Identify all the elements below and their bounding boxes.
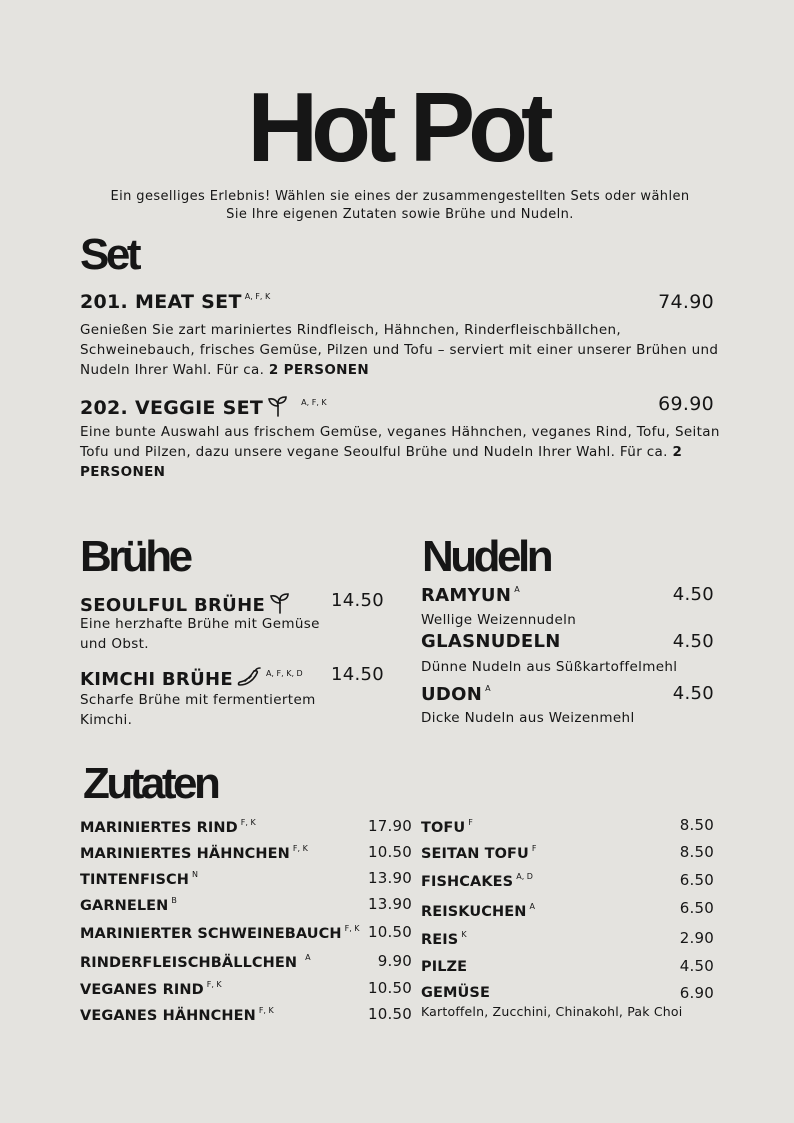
- allergen-codes: A: [485, 684, 491, 693]
- nudel-price-udon: 4.50: [672, 683, 714, 704]
- section-heading-zutaten: Zutaten: [83, 759, 218, 808]
- nudel-description-ramyun: Wellige Weizennudeln: [421, 612, 577, 628]
- allergen-codes: K: [461, 930, 467, 939]
- nudel-price-ramyun: 4.50: [672, 584, 714, 605]
- bruehe-name-seoulful: SEOULFUL BRÜHE: [80, 592, 291, 618]
- ingredient-name: VEGANES RIND $^{F, K}$: [80, 980, 222, 998]
- bruehe-description-kimchi: Scharfe Brühe mit fermentiertem Kimchi.: [80, 692, 316, 728]
- persons-label: 2 PERSONEN: [80, 444, 683, 480]
- ingredient-name: FISHCAKES $^{A, D}$: [421, 872, 533, 890]
- allergen-codes: B: [171, 896, 177, 905]
- bruehe-name-kimchi: KIMCHI BRÜHE $^{A, F, K, D}$: [80, 666, 303, 692]
- set-name-meat: 201. MEAT SET $^{A, F, K}$: [80, 291, 271, 313]
- gemuese-note: Kartoffeln, Zucchini, Chinakohl, Pak Choi: [421, 1004, 683, 1019]
- sprout-icon: [267, 395, 289, 421]
- ingredient-price: 4.50: [679, 957, 714, 975]
- nudel-name-udon: UDON $^A$: [421, 684, 491, 705]
- section-heading-bruehe: Brühe: [80, 532, 190, 581]
- allergen-codes: A, F, K, D: [265, 669, 303, 678]
- ingredient-name: GEMÜSE: [421, 985, 490, 1001]
- ingredient-name: TINTENFISCH $^N$: [80, 870, 198, 888]
- allergen-codes: F, K: [344, 924, 360, 933]
- ingredient-price: 6.50: [679, 871, 714, 889]
- ingredient-price: 8.50: [679, 816, 714, 834]
- ingredient-price: 17.90: [368, 817, 412, 835]
- ingredient-price: 13.90: [368, 895, 412, 913]
- bruehe-description-seoulful: Eine herzhafte Brühe mit Gemüse und Obst.: [80, 616, 320, 652]
- nudel-description-glasnudeln: Dünne Nudeln aus Süßkartoffelmehl: [421, 659, 678, 675]
- page-title: Hot Pot: [247, 72, 547, 182]
- ingredient-price: 10.50: [368, 1005, 412, 1023]
- ingredient-name: PILZE: [421, 959, 468, 975]
- ingredient-price: 8.50: [679, 843, 714, 861]
- set-price-veggie: 69.90: [658, 393, 714, 415]
- ingredient-name: REISKUCHEN $^A$: [421, 902, 535, 920]
- allergen-codes: A, F, K: [301, 398, 327, 407]
- section-heading-nudeln: Nudeln: [422, 532, 551, 581]
- persons-label: 2 PERSONEN: [268, 362, 370, 378]
- set-name-veggie: 202. VEGGIE SET $^{A, F, K}$: [80, 397, 327, 419]
- nudel-description-udon: Dicke Nudeln aus Weizenmehl: [421, 710, 635, 726]
- allergen-codes: A: [514, 585, 520, 594]
- ingredient-name: RINDERFLEISCHBÄLLCHEN $^A$: [80, 953, 311, 971]
- ingredient-name: VEGANES HÄHNCHEN $^{F, K}$: [80, 1006, 274, 1024]
- ingredient-price: 9.90: [377, 952, 412, 970]
- allergen-codes: F, K: [292, 844, 308, 853]
- bruehe-price-seoulful: 14.50: [331, 590, 385, 611]
- bruehe-price-kimchi: 14.50: [331, 664, 385, 685]
- ingredient-name: MARINIERTER SCHWEINEBAUCH $^{F, K}$: [80, 924, 360, 942]
- section-heading-set: Set: [80, 230, 138, 279]
- ingredient-name: GARNELEN $^B$: [80, 896, 177, 914]
- ingredient-name: REIS $^K$: [421, 930, 467, 948]
- ingredient-name: SEITAN TOFU $^F$: [421, 844, 537, 862]
- ingredient-name: MARINIERTES RIND $^{F, K}$: [80, 818, 256, 836]
- allergen-codes: F, K: [206, 980, 222, 989]
- allergen-codes: A: [529, 902, 535, 911]
- nudel-price-glasnudeln: 4.50: [672, 631, 714, 652]
- allergen-codes: N: [191, 870, 198, 879]
- ingredient-price: 6.50: [679, 899, 714, 917]
- allergen-codes: F: [531, 844, 537, 853]
- allergen-codes: A, F, K: [244, 292, 271, 301]
- allergen-codes: A: [305, 953, 311, 962]
- ingredient-name: MARINIERTES HÄHNCHEN $^{F, K}$: [80, 844, 308, 862]
- ingredient-price: 2.90: [679, 929, 714, 947]
- allergen-codes: F, K: [258, 1006, 274, 1015]
- set-price-meat: 74.90: [658, 291, 714, 313]
- nudel-name-ramyun: RAMYUN $^A$: [421, 585, 520, 606]
- allergen-codes: F, K: [240, 818, 256, 827]
- ingredient-name: TOFU $^F$: [421, 818, 473, 836]
- ingredient-price: 10.50: [368, 979, 412, 997]
- intro-text: Ein geselliges Erlebnis! Wählen sie eines der zusammengestellten Sets oder wählen Sie Ihre eigenen Zutaten sowie Brühe und Nudeln.: [110, 189, 690, 222]
- allergen-codes: F: [468, 818, 473, 827]
- ingredient-price: 10.50: [368, 923, 412, 941]
- set-description-meat: Genießen Sie zart mariniertes Rindfleisch, Hähnchen, Rinderfleischbällchen, Schweinebauch, frisches Gemüse, Pilzen und Tofu – serviert mit einer unserer Brühen und Nudeln Ihrer Wahl. Für ca. 2 PERSONEN: [80, 322, 719, 378]
- nudel-name-glasnudeln: GLASNUDELN: [421, 631, 561, 652]
- set-description-veggie: Eine bunte Auswahl aus frischem Gemüse, veganes Hähnchen, veganes Rind, Tofu, Seitan Tofu und Pilzen, dazu unsere vegane Seoulful Brühe und Nudeln Ihrer Wahl. Für ca. 2 PERSONEN: [80, 424, 720, 480]
- chili-icon: [237, 666, 263, 692]
- allergen-codes: A, D: [516, 872, 533, 881]
- ingredient-price: 13.90: [368, 869, 412, 887]
- ingredient-price: 6.90: [679, 984, 714, 1002]
- ingredient-price: 10.50: [368, 843, 412, 861]
